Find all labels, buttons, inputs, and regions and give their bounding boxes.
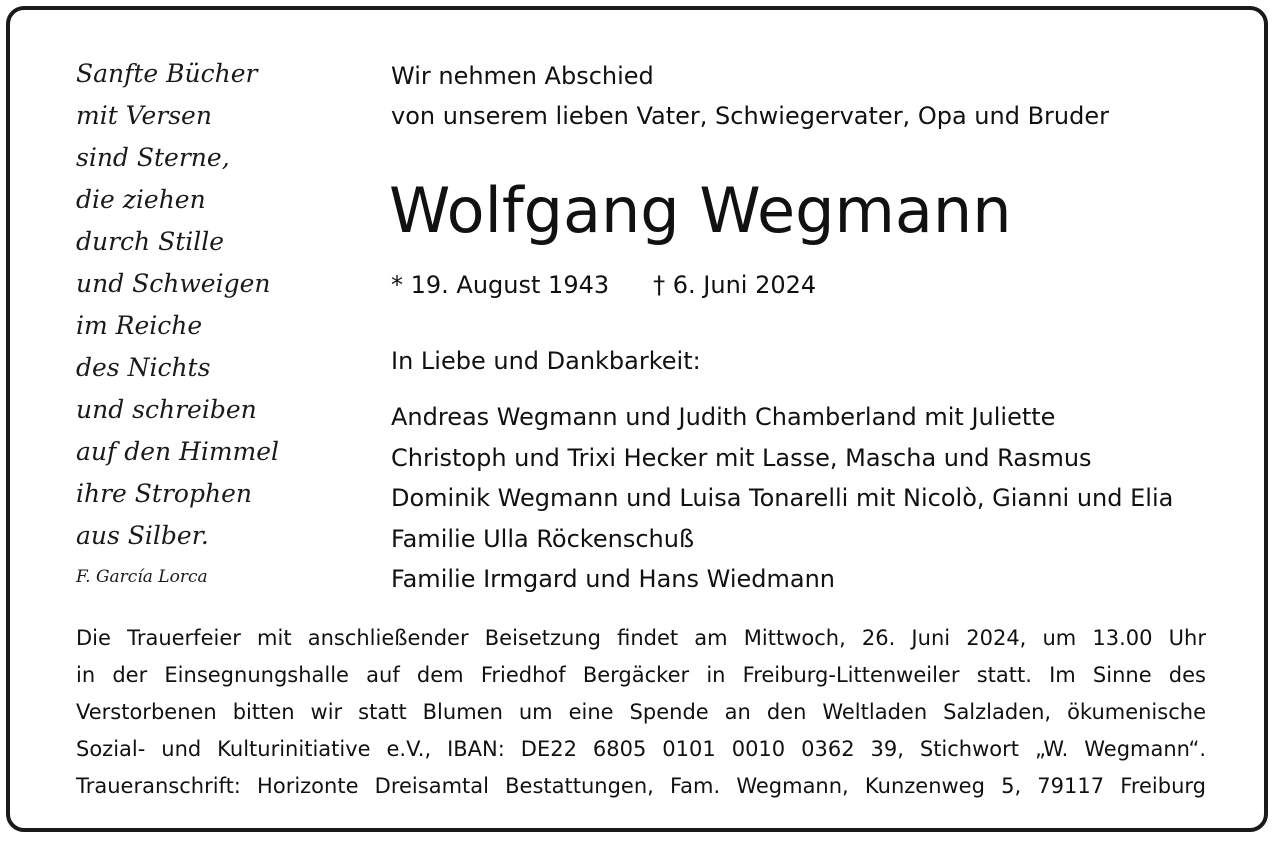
deceased-name: Wolfgang Wegmann xyxy=(389,174,1012,247)
poem-line: aus Silber. xyxy=(76,521,209,550)
notice-line: Sozial- und Kulturinitiative e.V., IBAN: DE22 6805 0101 0010 0362 39, Stichwort „W. Wegmann“. xyxy=(76,737,1206,761)
family-list xyxy=(391,397,1173,600)
poem-line: und Schweigen xyxy=(76,269,271,298)
poem-line: ihre Strophen xyxy=(76,479,252,508)
intro-line: Wir nehmen Abschied xyxy=(391,62,654,90)
poem-line: sind Sterne, xyxy=(76,143,230,172)
poem-line: im Reiche xyxy=(76,311,203,340)
poem-line: des Nichts xyxy=(76,353,211,382)
family-member: Christoph und Trixi Hecker mit Lasse, Mascha und Rasmus xyxy=(391,443,1092,472)
notice-line: Die Trauerfeier mit anschließender Beisetzung findet am Mittwoch, 26. Juni 2024, um 13.00 Uhr xyxy=(76,626,1206,650)
family-member: Andreas Wegmann und Judith Chamberland mit Juliette xyxy=(391,403,1056,431)
birth-date: * 19. August 1943 xyxy=(391,271,610,299)
poem-line: auf den Himmel xyxy=(76,437,280,466)
poem-line: Sanfte Bücher xyxy=(76,59,258,88)
poem-author: F. García Lorca xyxy=(76,567,208,587)
intro-line: von unserem lieben Vater, Schwiegervater, Opa und Bruder xyxy=(391,102,1109,130)
notice-line: Verstorbenen bitten wir statt Blumen um eine Spende an den Weltladen Salzladen, ökumenische xyxy=(76,700,1206,724)
family-member: Dominik Wegmann und Luisa Tonarelli mit Nicolò, Gianni und Elia xyxy=(391,484,1174,512)
poem xyxy=(76,57,366,593)
poem-line: durch Stille xyxy=(76,227,225,256)
poem-line: die ziehen xyxy=(76,185,206,214)
intro-text xyxy=(391,56,1109,136)
family-member: Familie Irmgard und Hans Wiedmann xyxy=(391,565,835,593)
thanks-heading: In Liebe und Dankbarkeit: xyxy=(391,347,701,375)
poem-line: und schreiben xyxy=(76,395,257,424)
notice-line: in der Einsegnungshalle auf dem Friedhof Bergäcker in Freiburg-Littenweiler statt. Im Sinne des xyxy=(76,663,1206,687)
poem-line: mit Versen xyxy=(76,101,212,130)
family-member: Familie Ulla Röckenschuß xyxy=(391,524,695,553)
notice-line: Traueranschrift: Horizonte Dreisamtal Bestattungen, Fam. Wegmann, Kunzenweg 5, 79117 Freiburg xyxy=(76,774,1206,798)
life-dates xyxy=(391,266,816,304)
funeral-notice xyxy=(76,620,1206,805)
death-date: † 6. Juni 2024 xyxy=(653,271,817,299)
